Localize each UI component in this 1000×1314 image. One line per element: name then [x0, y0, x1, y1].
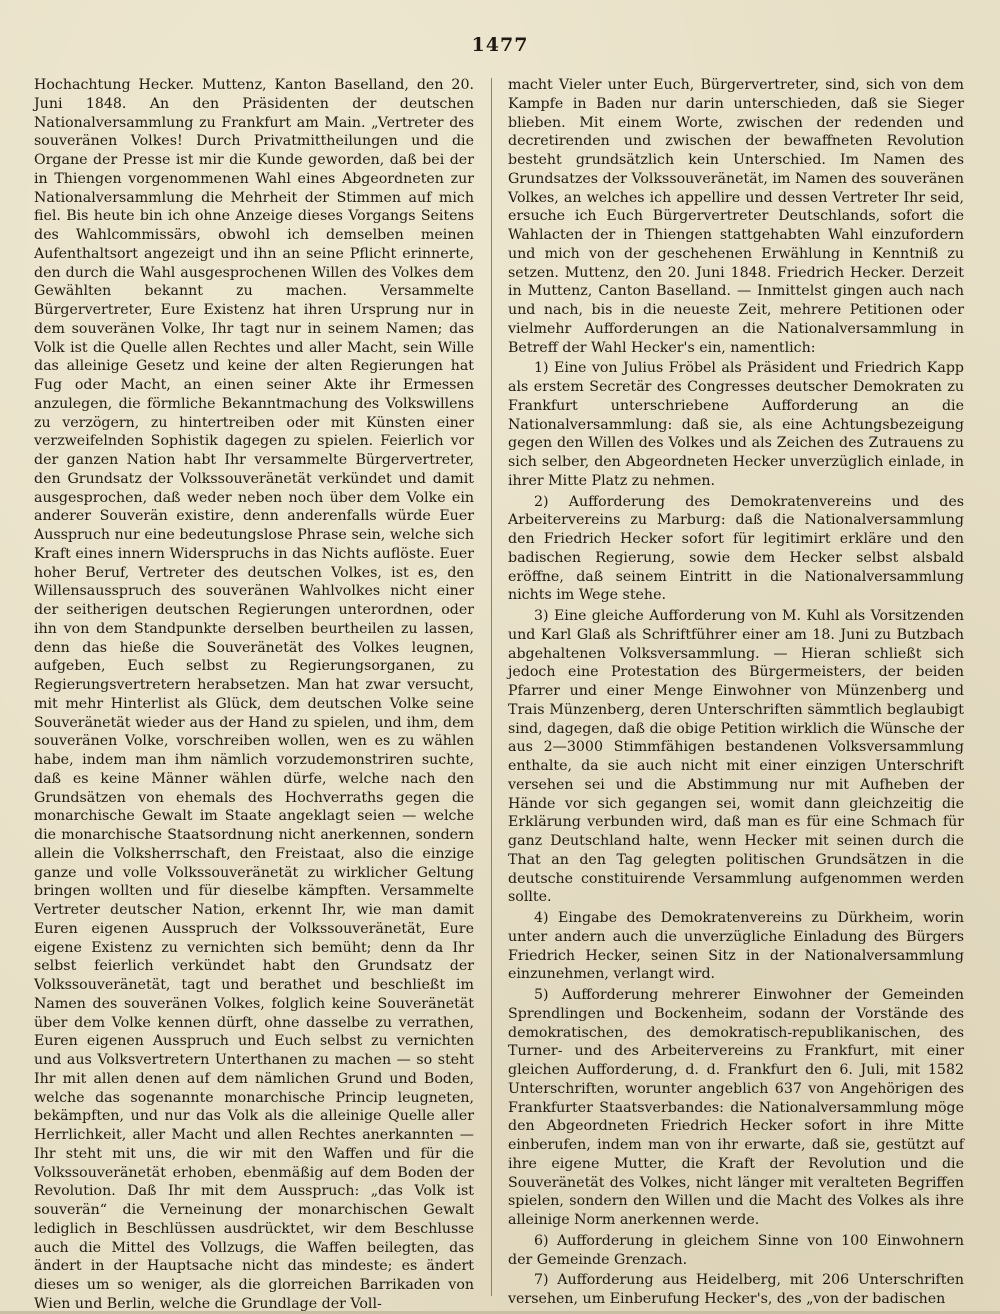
column-divider [491, 78, 492, 1296]
list-item-6: 6) Aufforderung in gleichem Sinne von 100 Einwohnern der Gemeinde Grenzach. [508, 1232, 964, 1268]
list-item-3: 3) Eine gleiche Aufforderung von M. Kuhl als Vorsitzenden und Karl Glaß als Schriftführer einer am 18. Juni zu Butzbach abgehaltenen Volksversammlung. — Hieran schließt sich jedoch eine Protestation des Bürgermeisters, der beiden Pfarrer und einer Menge Einwohner von Münzenberg und Trais Münzenberg, deren Unterschriften sämmtlich beglaubigt sind, dagegen, daß die obige Petition wirklich die Wünsche der aus 2—3000 Stimmfähigen bestandenen Volksversammlung enthalte, da sie auch nicht mit einer einzigen Unterschrift versehen sei und die Abstimmung nur mit Aufheben der Hände vor sich gegangen sei, womit dann gleichzeitig die Erklärung verbunden wird, daß man es für eine Schmach für ganz Deutschland halte, wenn Hecker mit seinen durch die That an den Tag gelegten politischen Grundsätzen in die deutsche constituirende Versammlung aufgenommen werden sollte. [508, 608, 964, 906]
list-item-1: 1) Eine von Julius Fröbel als Präsident und Friedrich Kapp als erstem Secretär des Congresses deutscher Demokraten zu Frankfurt unterschriebene Aufforderung an die Nationalversammlung: daß sie, als eine Achtungsbezeigung gegen den Willen des Volkes und als Zeichen des Zutrauens zu sich selber, den Abgeordneten Hecker unverzüglich einlade, in ihrer Mitte Platz zu nehmen. [508, 360, 964, 489]
left-column [34, 76, 474, 1312]
list-item-4: 4) Eingabe des Demokratenvereins zu Dürkheim, worin unter andern auch die unverzügliche Einladung des Bürgers Friedrich Hecker, seinen Sitz in der Nationalversammlung einzunehmen, verlangt wird. [508, 910, 964, 983]
right-column [508, 76, 964, 1307]
left-paragraph: Hochachtung Hecker. Muttenz, Kanton Baselland, den 20. Juni 1848. An den Präsidenten der deutschen Nationalversammlung zu Frankfurt am Main. „Vertreter des souveränen Volkes! Durch Privatmittheilungen und die Organe der Presse ist mir die Kunde geworden, daß bei der in Thiengen vorgenommenen Wahl eines Abgeordneten zur Nationalversammlung die Mehrheit der Stimmen auf mich fiel. Bis heute bin ich ohne Anzeige dieses Vorgangs Seitens des Wahlcommissärs, obwohl ich demselben meinen Aufenthaltsort angezeigt und ihn an seine Pflicht erinnerte, den durch die Wahl ausgesprochenen Willen des Volkes dem Gewählten bekannt zu machen. Versammelte Bürgervertreter, Eure Existenz hat ihren Ursprung nur in dem souveränen Volke, Ihr tagt nur in seinem Namen; das Volk ist die Quelle allen Rechtes und aller Macht, sein Wille das alleinige Gesetz und keine der alten Regierungen hat Fug oder Macht, an einen seiner Akte ihr Ermessen anzulegen, die förmliche Bekanntmachung des Volkswillens zu verzögern, zu hintertreiben oder mit Künsten einer verzweifelnden Sophistik dagegen zu spielen. Feierlich vor der ganzen Nation habt Ihr versammelte Bürgervertreter, den Grundsatz der Volkssouveränetät verkündet und damit ausgesprochen, daß weder neben noch über dem Volke ein anderer Souverän existire, denn anderenfalls würde Euer Ausspruch nur eine bedeutungslose Phrase sein, welche sich Kraft eines innern Widerspruchs in das Nichts auflöste. Euer hoher Beruf, Vertreter des deutschen Volkes, ist es, den Willensausspruch des souveränen Wahlvolkes nicht einer der seitherigen deutschen Regierungen unterordnen, oder ihn von dem Standpunkte derselben beurtheilen zu lassen, denn das hieße die Souveränetät des Volkes leugnen, aufgeben, Euch selbst zu Regierungsorganen, zu Regierungsvertretern herabsetzen. Man hat zwar versucht, mit mehr Hinterlist als Glück, dem deutschen Volke seine Souveränetät wieder aus der Hand zu spielen, und ihm, dem souveränen Volke, vorschreiben wollen, wen es zu wählen habe, indem man ihm nämlich vorzudemonstriren suchte, daß es keine Männer wählen dürfe, welche nach den Grundsätzen von ehemals des Hochverraths gegen die monarchische Gewalt im Staate angeklagt seien — welche die monarchische Staatsordnung nicht anerkennen, sondern allein die Volksherrschaft, den Freistaat, also die einzige ganze und volle Volkssouveränetät zu wirklicher Geltung bringen wollten und für dieselbe kämpften. Versammelte Vertreter deutscher Nation, erkennt Ihr, wie man damit Euren eigenen Ausspruch der Volkssouveränetät, Eure eigene Existenz zu vernichten sich bemüht; denn da Ihr selbst feierlich verkündet habt den Grundsatz der Volkssouveränetät, tagt und berathet und beschließt im Namen des souveränen Volkes, folglich keine Souveränetät über dem Volke kennen dürft, ohne dasselbe zu verrathen, Euren eigenen Ausspruch und Euch selbst zu vernichten und aus Volksvertretern Unterthanen zu machen — so steht Ihr mit allen denen auf dem nämlichen Grund und Boden, welche das sogenannte monarchische Princip leugneten, bekämpften, und nur das Volk als die alleinige Quelle aller Herrlichkeit, aller Macht und allen Rechtes anerkannten — Ihr steht mit uns, die wir mit den Waffen und für die Volkssouveränetät erhoben, ebenmäßig auf dem Boden der Revolution. Daß Ihr mit dem Ausspruch: „das Volk ist souverän“ die Verneinung der monarchischen Gewalt lediglich in Beschlüssen ausdrücktet, wir dem Beschlusse auch die Mittel des Vollzugs, die Waffen beilegten, das ändert in der Hauptsache nicht das mindeste; es ändert dieses um so weniger, als die glorreichen Barrikaden von Wien und Berlin, welche die Grundlage der Voll- [34, 77, 474, 1312]
list-item-2: 2) Aufforderung des Demokratenvereins und des Arbeitervereins zu Marburg: daß die Nationalversammlung den Friedrich Hecker sofort für legitimirt erkläre und den badischen Regierung, sowie dem Hecker selbst alsbald eröffne, daß seinem Eintritt in die Nationalversammlung nichts im Wege stehe. [508, 493, 964, 604]
list-item-5: 5) Aufforderung mehrerer Einwohner der Gemeinden Sprendlingen und Bockenheim, sodann der Vorstände des demokratischen, des demokratisch-republikanischen, des Turner- und des Arbeitervereins zu Frankfurt, mit einer gleichen Aufforderung, d. d. Frankfurt den 6. Juli, mit 1582 Unterschriften, worunter angeblich 637 von Angehörigen des Frankfurter Staatsverbandes: die Nationalversammlung möge den Abgeordneten Friedrich Hecker sofort in ihre Mitte einberufen, indem man von ihr erwarte, daß sie, gestützt auf ihre eigene Mutter, die Kraft der Revolution und die Souveränetät des Volkes, nicht länger mit veralteten Begriffen spielen, sondern den Willen und die Macht des Volkes als ihre alleinige Norm anerkennen werde. [508, 987, 964, 1228]
list-item-7: 7) Aufforderung aus Heidelberg, mit 206 Unterschriften versehen, um Einberufung Hecker's, des „von der badischen [508, 1272, 964, 1307]
right-paragraph: macht Vieler unter Euch, Bürgervertreter, sind, sich von dem Kampfe in Baden nur darin unterschieden, daß sie Sieger blieben. Mit einem Worte, zwischen der redenden und decretirenden und zwischen der bewaffneten Revolution besteht grundsätzlich kein Unterschied. Im Namen des Grundsatzes der Volkssouveränetät, im Namen des souveränen Volkes, an welches ich appellire und dessen Vertreter Ihr seid, ersuche ich Euch Bürgervertreter Deutschlands, sofort die Wahlacten der in Thiengen stattgehabten Wahl einzufordern und mich von der geschehenen Erwählung in Kenntniß zu setzen. Muttenz, den 20. Juni 1848. Friedrich Hecker. Derzeit in Muttenz, Canton Baselland. — Inmittelst gingen auch nach und nach, bis in die neueste Zeit, mehrere Petitionen oder vielmehr Aufforderungen an die Nationalversammlung in Betreff der Wahl Hecker's ein, namentlich: [508, 77, 964, 356]
page-number: 1477 [471, 34, 529, 56]
